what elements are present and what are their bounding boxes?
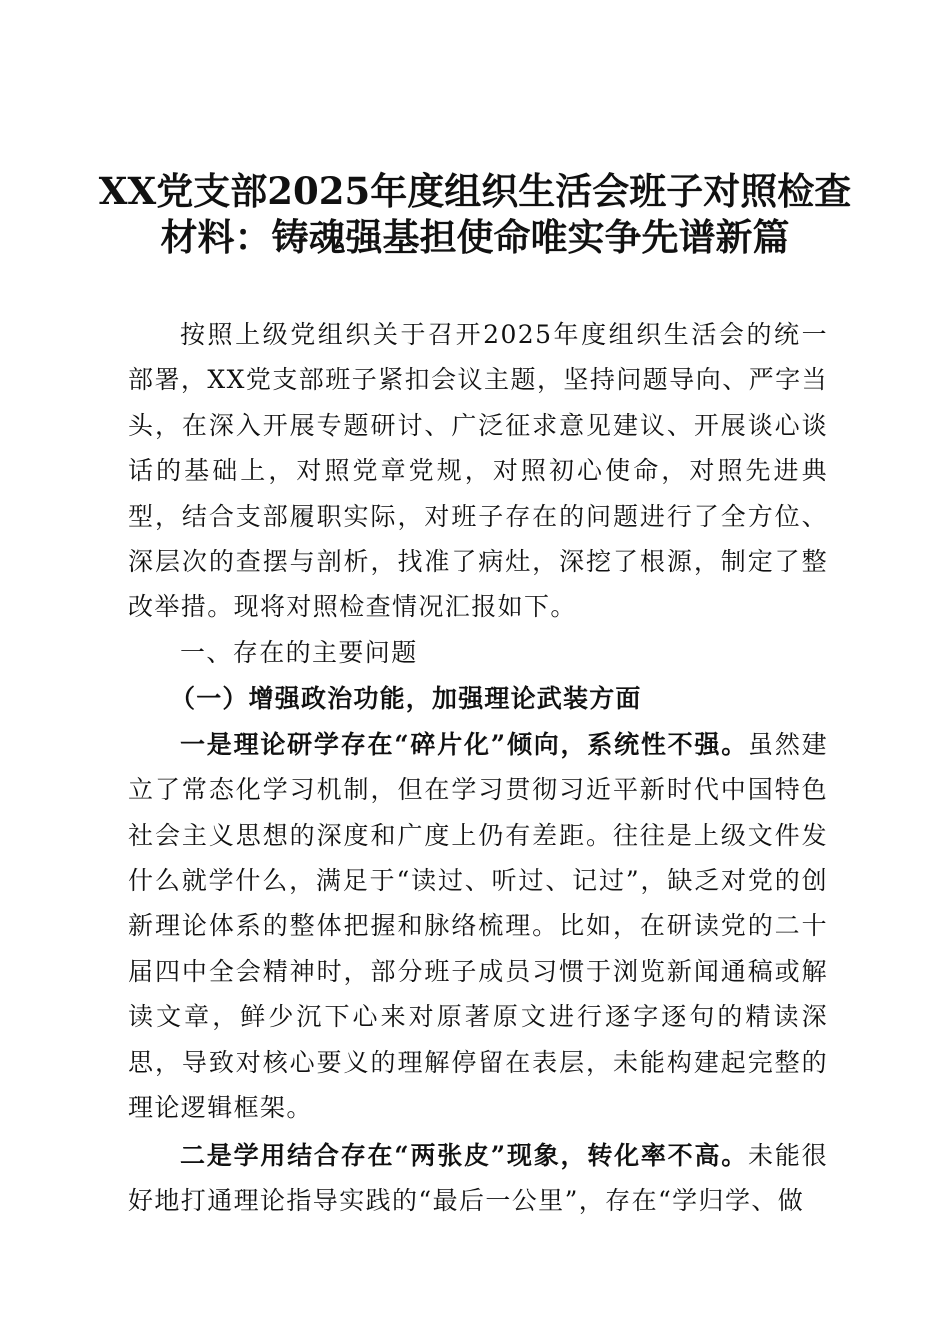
document-title-line-1: XX党支部2025年度组织生活会班子对照检查 xyxy=(98,169,852,213)
document-title-line-2: 材料：铸魂强基担使命唯实争先谱新篇 xyxy=(160,215,790,259)
point-1-text: 虽然建立了常态化学习机制，但在学习贯彻习近平新时代中国特色社会主义思想的深度和广度上仍有差距。往往是上级文件发什么就学什么，满足于“读过、听过、记过”，缺乏对党的创新理论体系的整体把握和脉络梳理。比如，在研读党的二十届四中全会精神时，部分班子成员习惯于浏览新闻通稿或解读文章，鲜少沉下心来对原著原文进行逐字逐句的精读深思，导致对核心要义的理解停留在表层，未能构建起完整的理论逻辑框架。 xyxy=(128,729,829,1123)
document-body xyxy=(128,312,828,1223)
point-1-lead: 一是理论研学存在“碎片化”倾向，系统性不强。 xyxy=(180,729,749,759)
point-paragraph-1 xyxy=(128,722,828,1131)
point-2-text: 未能很好地打通理论指导实践的“最后一公里”，存在“学归学、做 xyxy=(128,1140,829,1215)
subsection-heading-1: （一）增强政治功能，加强理论武装方面 xyxy=(170,683,642,713)
point-paragraph-2 xyxy=(128,1133,828,1224)
section-heading-1: 一、存在的主要问题 xyxy=(180,637,418,667)
intro-paragraph: 按照上级党组织关于召开2025年度组织生活会的统一部署，XX党支部班子紧扣会议主题，坚持问题导向、严字当头，在深入开展专题研讨、广泛征求意见建议、开展谈心谈话的基础上，对照党章党规，对照初心使命，对照先进典型，结合支部履职实际，对班子存在的问题进行了全方位、深层次的查摆与剖析，找准了病灶，深挖了根源，制定了整改举措。现将对照检查情况汇报如下。 xyxy=(128,320,828,622)
point-2-lead: 二是学用结合存在“两张皮”现象，转化率不高。 xyxy=(180,1140,749,1170)
